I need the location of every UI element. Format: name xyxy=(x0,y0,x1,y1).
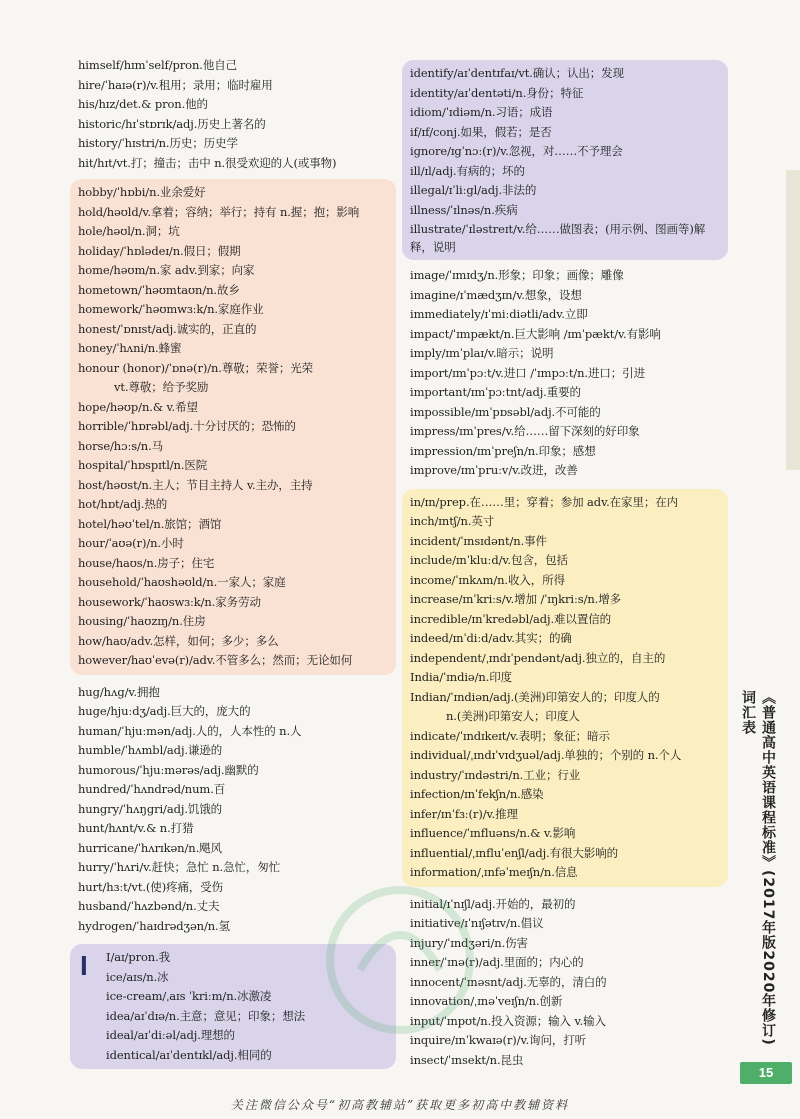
vocab-entry: Indian/ˈɪndiən/adj.(美洲)印第安人的；印度人的 xyxy=(410,689,660,704)
vocab-entry: illustrate/ˈɪləstreɪt/v.给……做图表；(用示例、图画等)解释，说明 xyxy=(410,222,706,254)
vocab-entry: initial/ɪˈnɪʃl/adj.开始的，最初的 xyxy=(410,896,576,911)
vocab-entry: ill/ɪl/adj.有病的；坏的 xyxy=(410,163,525,178)
vocab-entry: horse/hɔːs/n.马 xyxy=(78,438,164,453)
vocab-entry: indeed/ɪnˈdiːd/adv.其实；的确 xyxy=(410,631,572,645)
vocab-entry: his/hɪz/det.& pron.他的 xyxy=(78,97,208,111)
vocab-entry: injury/ˈɪndʒəri/n.伤害 xyxy=(410,935,528,950)
vocab-entry: impress/ɪmˈpres/v.给……留下深刻的好印象 xyxy=(410,424,640,438)
vocab-entry: honey/ˈhʌni/n.蜂蜜 xyxy=(78,341,182,355)
watermark-logo xyxy=(270,880,530,1040)
vocab-entry: home/həʊm/n.家 adv.到家；向家 xyxy=(78,263,255,277)
book-title-vertical: 《普通高中英语课程标准》(2017年版2020年修订) 词汇表 xyxy=(740,690,776,1046)
vocab-entry: impact/ˈɪmpækt/n.巨大影响 /ɪmˈpækt/v.有影响 xyxy=(410,326,661,341)
vocab-entry: industry/ˈɪndəstri/n.工业；行业 xyxy=(410,767,581,782)
vocab-entry: ideal/aɪˈdiːəl/adj.理想的 xyxy=(106,1028,235,1042)
vocab-entry: increase/ɪnˈkriːs/v.增加 /ˈɪŋkriːs/n.增多 xyxy=(410,592,622,606)
vocab-entry: humble/ˈhʌmbl/adj.谦逊的 xyxy=(78,743,223,757)
vocab-entry: improve/ɪmˈpruːv/v.改进，改善 xyxy=(410,463,578,477)
section-letter-i: I xyxy=(80,950,88,981)
vocab-entry: household/ˈhaʊshəʊld/n.一家人；家庭 xyxy=(78,575,286,589)
vocab-entry: import/ɪmˈpɔːt/v.进口 /ˈɪmpɔːt/n.进口；引进 xyxy=(410,365,645,380)
vocab-entry: important/ɪmˈpɔːtnt/adj.重要的 xyxy=(410,385,581,399)
vocab-entry: illness/ˈɪlnəs/n.疾病 xyxy=(410,202,518,217)
vocab-entry: initiative/ɪˈnɪʃətɪv/n.倡议 xyxy=(410,916,544,930)
vocab-entry: hot/hɒt/adj.热的 xyxy=(78,497,168,511)
vocab-entry: inner/ˈɪnə(r)/adj.里面的；内心的 xyxy=(410,955,584,969)
vocab-entry: image/ˈɪmɪdʒ/n.形象；印象；画像；雕像 xyxy=(410,268,624,282)
vocab-entry: immediately/ɪˈmiːdiətli/adv.立即 xyxy=(410,307,588,321)
vocab-entry: imagine/ɪˈmædʒɪn/v.想象，设想 xyxy=(410,287,582,302)
vocab-entry: holiday/ˈhɒlədeɪ/n.假日；假期 xyxy=(78,243,241,258)
vocab-entry: hole/həʊl/n.洞；坑 xyxy=(78,224,180,238)
vocab-entry: identical/aɪˈdentɪkl/adj.相同的 xyxy=(106,1047,272,1062)
vocab-entry: insect/ˈɪnsekt/n.昆虫 xyxy=(410,1052,524,1067)
vocab-entry: hungry/ˈhʌŋgri/adj.饥饿的 xyxy=(78,801,223,816)
vocab-entry: innovation/ˌɪnəˈveɪʃn/n.创新 xyxy=(410,994,563,1008)
vocab-entry: hunt/hʌnt/v.& n.打猎 xyxy=(78,821,194,835)
vocab-entry: hug/hʌg/v.拥抱 xyxy=(78,684,160,699)
vocab-entry: if/ɪf/conj.如果，假若；是否 xyxy=(410,124,552,139)
vocab-entry: input/ˈɪnpʊt/n.投入资源；输入 v.输入 xyxy=(410,1013,606,1028)
vocab-entry: inch/ɪntʃ/n.英寸 xyxy=(410,514,495,528)
vocab-entry: history/ˈhɪstri/n.历史；历史学 xyxy=(78,136,238,150)
vocab-entry: inquire/ɪnˈkwaɪə(r)/v.询问，打听 xyxy=(410,1033,587,1047)
vocab-entry: human/ˈhjuːmən/adj.人的，人本性的 n.人 xyxy=(78,723,302,738)
vocab-entry: husband/ˈhʌzbənd/n.丈夫 xyxy=(78,899,220,913)
vocab-entry: indicate/ˈɪndɪkeɪt/v.表明；象征；暗示 xyxy=(410,728,610,743)
vocab-entry: I/aɪ/pron.我 xyxy=(106,950,171,964)
vocab-entry: hobby/ˈhɒbi/n.业余爱好 xyxy=(78,185,206,199)
entries-id-il-highlight xyxy=(402,60,728,260)
vocab-entry: illegal/ɪˈliːgl/adj.非法的 xyxy=(410,183,537,197)
vocab-entry: huge/hjuːdʒ/adj.巨大的，庞大的 xyxy=(78,704,251,718)
vocab-entry: identity/aɪˈdentəti/n.身份；特征 xyxy=(410,85,584,100)
vocab-entry: identify/aɪˈdentɪfaɪ/vt.确认；认出；发现 xyxy=(410,66,624,80)
vocab-entry: vt.尊敬；给予奖励 xyxy=(114,380,209,394)
vocab-entry: infection/ɪnˈfekʃn/n.感染 xyxy=(410,787,544,801)
vocab-entry: honour (honor)/ˈɒnə(r)/n.尊敬；荣誉；光荣 xyxy=(78,360,314,375)
vocab-entry: hotel/həʊˈtel/n.旅馆；酒馆 xyxy=(78,516,222,531)
vocab-entry: hire/ˈhaɪə(r)/v.租用；录用；临时雇用 xyxy=(78,77,273,92)
vocab-entry: impression/ɪmˈpreʃn/n.印象；感想 xyxy=(410,443,596,458)
vocab-entry: host/həʊst/n.主人；节目主持人 v.主办，主持 xyxy=(78,477,313,492)
vocab-entry: house/haʊs/n.房子；住宅 xyxy=(78,555,215,570)
vocab-entry: how/haʊ/adv.怎样，如何；多少；多么 xyxy=(78,633,279,648)
vocab-entry: influence/ˈɪnfluəns/n.& v.影响 xyxy=(410,826,576,840)
vocab-entry: influential/ˌɪnfluˈenʃl/adj.有很大影响的 xyxy=(410,845,619,860)
vocab-entry: infer/ɪnˈfɜː(r)/v.推理 xyxy=(410,806,518,821)
vocab-entry: honest/ˈɒnɪst/adj.诚实的，正直的 xyxy=(78,321,257,336)
vocab-entry: in/ɪn/prep.在……里；穿着；参加 adv.在家里；在内 xyxy=(410,494,679,509)
vocab-entry: hurt/hɜːt/vt.(使)疼痛，受伤 xyxy=(78,879,224,894)
vocab-entry: India/ˈɪndiə/n.印度 xyxy=(410,670,513,684)
vocab-entry: n.(美洲)印第安人；印度人 xyxy=(446,709,580,723)
vocab-entry: include/ɪnˈkluːd/v.包含，包括 xyxy=(410,553,568,567)
vocab-entry: homework/ˈhəʊmwɜːk/n.家庭作业 xyxy=(78,302,264,316)
vocab-entry: impossible/ɪmˈpɒsəbl/adj.不可能的 xyxy=(410,404,601,419)
vocab-entry: hurricane/ˈhʌrɪkən/n.飓风 xyxy=(78,840,222,855)
entries-ho-highlight xyxy=(70,179,396,675)
vocab-entry: idiom/ˈɪdiəm/n.习语；成语 xyxy=(410,105,553,119)
page-edge-shading xyxy=(786,170,800,470)
vocab-entry: hold/həʊld/v.拿着；容纳；举行；持有 n.握；抱；影响 xyxy=(78,204,360,219)
vocab-entry: hospital/ˈhɒspɪtl/n.医院 xyxy=(78,458,208,472)
vocab-entry: hometown/ˈhəʊmtaʊn/n.故乡 xyxy=(78,282,240,297)
vocab-entry: idea/aɪˈdɪə/n.主意；意见；印象；想法 xyxy=(106,1008,306,1023)
vocab-entry: incredible/ɪnˈkredəbl/adj.难以置信的 xyxy=(410,611,612,626)
vocab-entry: ice/aɪs/n.冰 xyxy=(106,969,169,984)
vocab-entry: ice-cream/ˌaɪs ˈkriːm/n.冰激凌 xyxy=(106,989,272,1003)
vocab-entry: hit/hɪt/vt.打；撞击；击中 n.很受欢迎的人(或事物) xyxy=(78,155,337,170)
vocab-entry: hurry/ˈhʌri/v.赶快；急忙 n.急忙，匆忙 xyxy=(78,860,281,874)
footer-note: 关注微信公众号“初高教辅站”获取更多初高中教辅资料 xyxy=(230,1098,570,1112)
vocab-entry: imply/ɪmˈplaɪ/v.暗示；说明 xyxy=(410,346,554,360)
entries-im xyxy=(410,266,720,481)
vocab-entry: ignore/ɪgˈnɔː(r)/v.忽视，对……不予理会 xyxy=(410,144,623,158)
vocab-entry: humorous/ˈhjuːmərəs/adj.幽默的 xyxy=(78,762,259,777)
vocab-entry: incident/ˈɪnsɪdənt/n.事件 xyxy=(410,533,547,548)
vocab-entry: income/ˈɪnkʌm/n.收入，所得 xyxy=(410,572,565,587)
vocab-entry: housing/ˈhaʊzɪŋ/n.住房 xyxy=(78,614,206,628)
vocab-entry: independent/ˌɪndɪˈpendənt/adj.独立的，自主的 xyxy=(410,650,666,665)
vocab-entry: historic/hɪˈstɒrɪk/adj.历史上著名的 xyxy=(78,116,266,131)
entries-in-highlight xyxy=(402,489,728,887)
vocab-entry: innocent/ˈɪnəsnt/adj.无辜的，清白的 xyxy=(410,974,607,989)
vocab-entry: individual/ˌɪndɪˈvɪdʒuəl/adj.单独的；个别的 n.个人 xyxy=(410,748,682,762)
vocab-entry: hundred/ˈhʌndrəd/num.百 xyxy=(78,782,226,796)
page-number: 15 xyxy=(740,1062,792,1084)
vocab-entry: housework/ˈhaʊswɜːk/n.家务劳动 xyxy=(78,594,261,609)
vocab-entry: hydrogen/ˈhaɪdrədʒən/n.氢 xyxy=(78,918,231,933)
vocab-entry: however/haʊˈevə(r)/adv.不管多么；然而；无论如何 xyxy=(78,653,353,667)
vocab-entry: hour/ˈaʊə(r)/n.小时 xyxy=(78,536,184,550)
vocab-entry: horrible/ˈhɒrəbl/adj.十分讨厌的；恐怖的 xyxy=(78,419,296,433)
entries-hi xyxy=(78,56,388,173)
vocab-entry: information/ˌɪnfəˈmeɪʃn/n.信息 xyxy=(410,865,578,879)
vocab-entry: himself/hɪmˈself/pron.他自己 xyxy=(78,58,238,72)
vocab-entry: hope/həʊp/n.& v.希望 xyxy=(78,399,198,414)
